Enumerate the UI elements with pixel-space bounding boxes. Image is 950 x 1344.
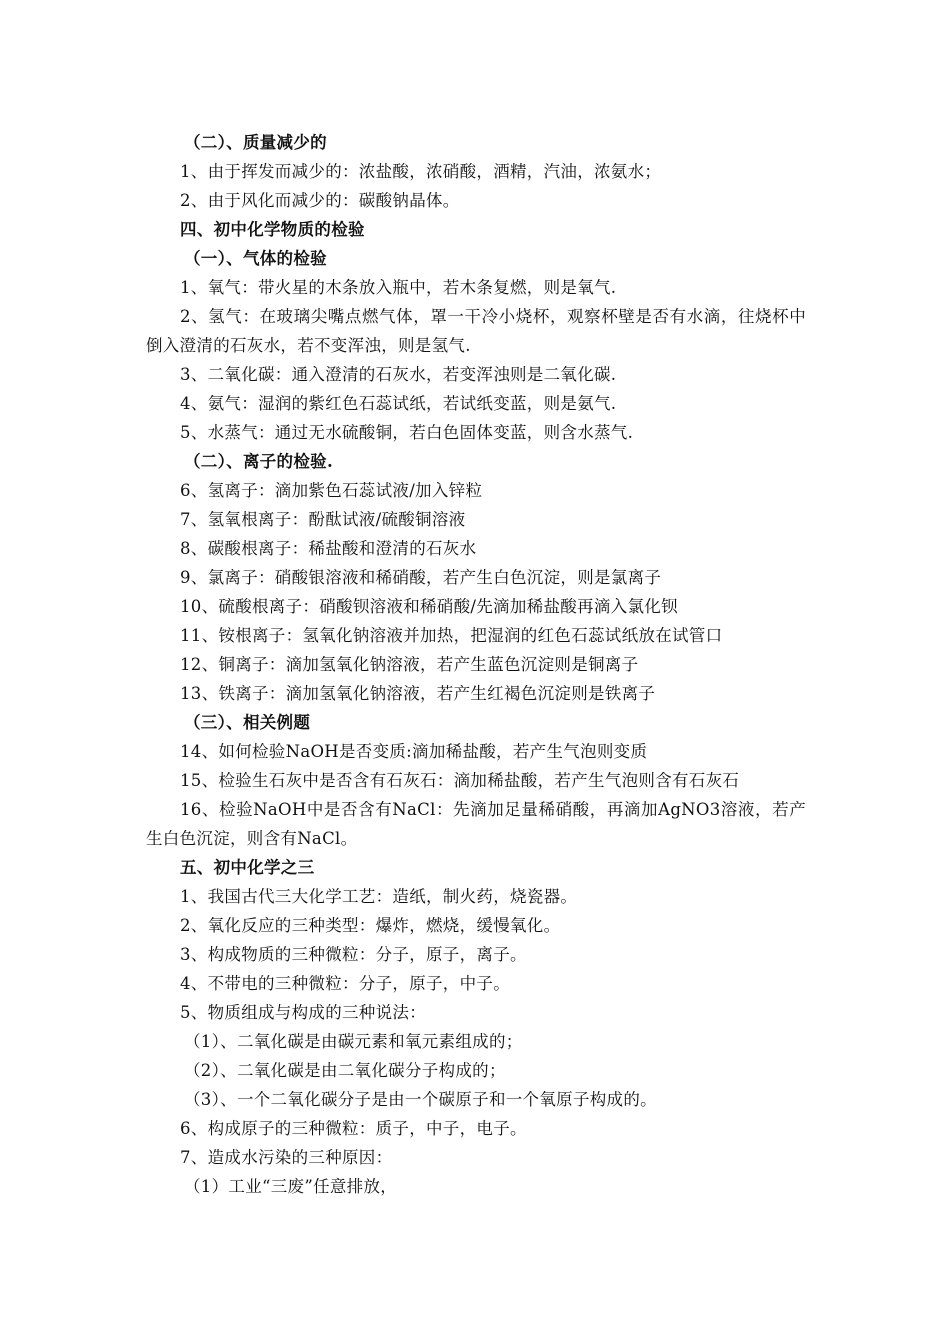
text-line: 2、由于风化而减少的：碳酸钠晶体。 — [180, 191, 460, 210]
text-line: 1、我国古代三大化学工艺：造纸，制火药，烧瓷器。 — [180, 887, 578, 906]
text-line: 2、氧化反应的三种类型：爆炸，燃烧，缓慢氧化。 — [180, 916, 561, 935]
text-line: 6、构成原子的三种微粒：质子，中子，电子。 — [180, 1119, 527, 1138]
text-line: （1）工业“三废”任意排放， — [184, 1177, 398, 1196]
text-paragraph: 16、检验NaOH中是否含有NaCl：先滴加足量稀硝酸，再滴加AgNO3溶液，若产生白色沉淀，则含有NaCl。 — [146, 800, 806, 848]
text-line: 1、由于挥发而减少的：浓盐酸，浓硝酸，酒精，汽油，浓氨水； — [180, 162, 662, 181]
text-line: 5、水蒸气：通过无水硫酸铜，若白色固体变蓝，则含水蒸气. — [180, 423, 634, 442]
subheading-gas-detection: （一）、气体的检验 — [184, 249, 327, 268]
text-line: 13、铁离子：滴加氢氧化钠溶液，若产生红褐色沉淀则是铁离子 — [180, 684, 656, 703]
text-line: （2）、二氧化碳是由二氧化碳分子构成的； — [184, 1061, 506, 1080]
subheading-examples: （三）、相关例题 — [184, 713, 311, 732]
text-paragraph: 2、氢气：在玻璃尖嘴点燃气体，罩一干冷小烧杯，观察杯壁是否有水滴，往烧杯中倒入澄清的石灰水，若不变浑浊，则是氢气. — [146, 307, 806, 355]
text-line: 4、氨气：湿润的紫红色石蕊试纸，若试纸变蓝，则是氨气. — [180, 394, 617, 413]
section-heading-detection: 四、初中化学物质的检验 — [180, 220, 365, 239]
text-line: 14、如何检验NaOH是否变质:滴加稀盐酸，若产生气泡则变质 — [180, 742, 648, 761]
text-line: 11、铵根离子：氢氧化钠溶液并加热，把湿润的红色石蕊试纸放在试管口 — [180, 626, 723, 645]
text-line: 5、物质组成与构成的三种说法： — [180, 1003, 426, 1022]
subheading-ion-detection: （二）、离子的检验. — [184, 452, 333, 471]
text-line: （3）、一个二氧化碳分子是由一个碳原子和一个氧原子构成的。 — [184, 1090, 657, 1109]
text-paragraph: 15、检验生石灰中是否含有石灰石：滴加稀盐酸，若产生气泡则含有石灰石 — [180, 771, 740, 790]
text-line: 3、构成物质的三种微粒：分子，原子，离子。 — [180, 945, 527, 964]
section-heading-mass-decrease: （二）、质量减少的 — [184, 133, 327, 152]
text-line: 1、氧气：带火星的木条放入瓶中，若木条复燃，则是氧气. — [180, 278, 617, 297]
text-line: 6、氢离子：滴加紫色石蕊试液/加入锌粒 — [180, 481, 483, 500]
document-body — [146, 128, 806, 1201]
text-line: 10、硫酸根离子：硝酸钡溶液和稀硝酸/先滴加稀盐酸再滴入氯化钡 — [180, 597, 678, 616]
text-line: 7、氢氧根离子：酚酞试液/硫酸铜溶液 — [180, 510, 466, 529]
text-line: 7、造成水污染的三种原因： — [180, 1148, 393, 1167]
text-line: 3、二氧化碳：通入澄清的石灰水，若变浑浊则是二氧化碳. — [180, 365, 617, 384]
text-line: 4、不带电的三种微粒：分子，原子，中子。 — [180, 974, 510, 993]
text-line: 9、氯离子：硝酸银溶液和稀硝酸，若产生白色沉淀，则是氯离子 — [180, 568, 662, 587]
text-line: 8、碳酸根离子：稀盐酸和澄清的石灰水 — [180, 539, 477, 558]
text-line: 12、铜离子：滴加氢氧化钠溶液，若产生蓝色沉淀则是铜离子 — [180, 655, 639, 674]
text-line: （1）、二氧化碳是由碳元素和氧元素组成的； — [184, 1032, 523, 1051]
section-heading-threes: 五、初中化学之三 — [180, 858, 315, 877]
